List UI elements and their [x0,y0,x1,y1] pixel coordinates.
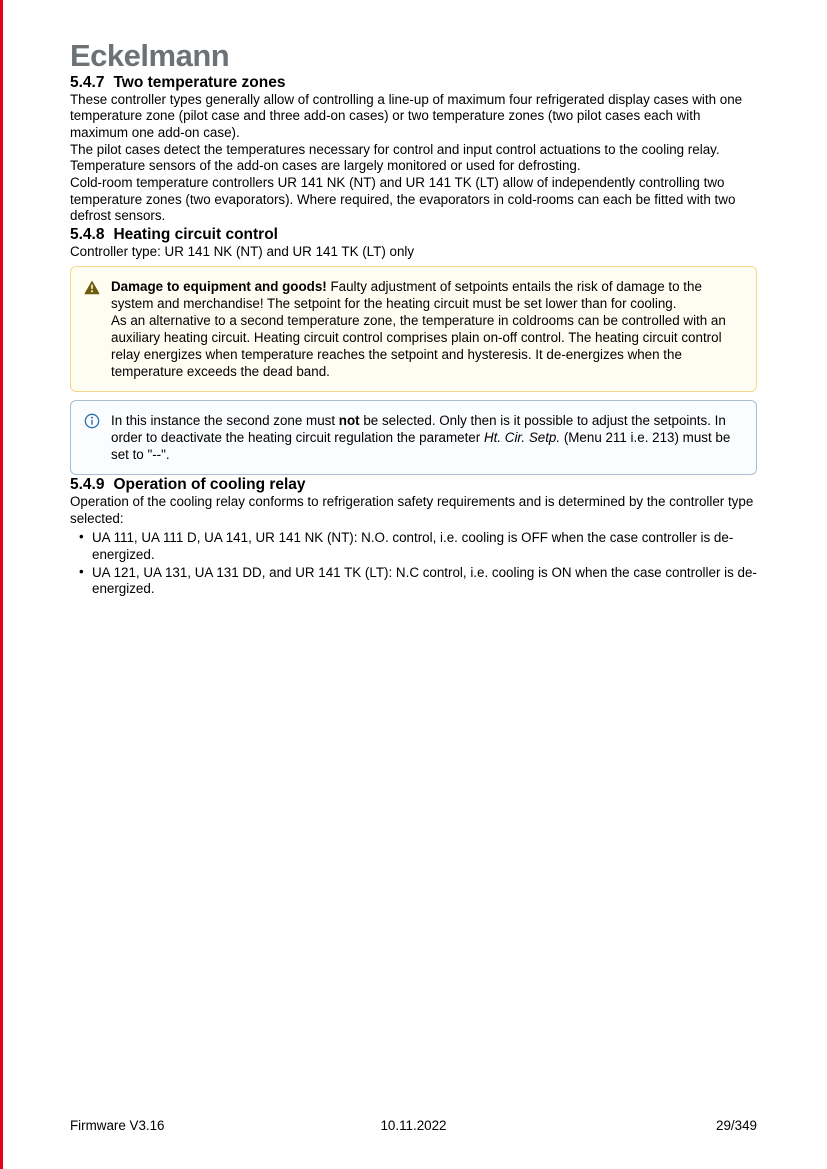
info-icon [84,412,101,463]
warning-box [70,266,757,392]
paragraph: These controller types generally allow of controlling a line-up of maximum four refrigerated display cases with one temperature zone (pilot case and three add-on cases) or two temperature zones (two pilot cases each with maximum one add-on case). [70,91,743,140]
info-paragraph: In this instance the second zone must not be selected. Only then is it possible to adjust the setpoints. In order to deactivate the heating circuit regulation the parameter Ht. Cir. Setp. (Menu 211 i.e. 213) must be set to "--". [111,412,731,462]
info-box [70,400,757,475]
paragraph: Operation of the cooling relay conforms to refrigeration safety requirements and is determined by the controller type selected: [70,493,754,526]
paragraph: Cold-room temperature controllers UR 141 NK (NT) and UR 141 TK (LT) allow of independently controlling two temperature zones (two evaporators). Where required, the evaporators in cold-rooms can each be fitted with two defrost sensors. [70,175,736,224]
warning-triangle-icon [84,278,101,380]
parameter-name: Ht. Cir. Setp. [483,429,561,445]
warning-text [111,278,743,380]
section-title: Heating circuit control [113,226,278,244]
list-item: • UA 121, UA 131, UA 131 DD, and UR 141 TK (LT): N.C control, i.e. cooling is ON when the case controller is de-energized. [70,565,757,598]
left-accent-bar [0,0,3,1169]
section-title: Two temperature zones [113,73,286,91]
section-two-temperature-zones [70,73,757,226]
page-footer [70,1118,757,1133]
paragraph: The pilot cases detect the temperatures necessary for control and input control actuations to the cooling relay. Temperature sensors of the add-on cases are largely monitored or used for defrosting. [70,141,720,174]
section-heading [70,475,757,494]
section-heading [70,73,757,92]
section-heating-circuit-control [70,225,757,475]
section-number: 5.4.9 [70,475,105,493]
warning-paragraph: Damage to equipment and goods! Faulty adjustment of setpoints entails the risk of damage to the system and merchandise! The setpoint for the heating circuit must be set lower than for cooling. [111,278,702,311]
list-item: • UA 111, UA 111 D, UA 141, UR 141 NK (NT): N.O. control, i.e. cooling is OFF when the case controller is de-energized. [70,530,757,563]
warning-paragraph: As an alternative to a second temperature zone, the temperature in coldrooms can be controlled with an auxiliary heating circuit. Heating circuit control comprises plain on-off control. The heating circuit control relay energizes when temperature reaches the setpoint and hysteresis. It de-energizes when the temperature exceeds the dead band. [111,312,726,379]
section-number: 5.4.8 [70,226,105,244]
section-heading [70,225,757,244]
footer-firmware-version: Firmware V3.16 [70,1118,165,1133]
eckelmann-logo: Eckelmann [70,38,230,73]
bullet-list [70,530,757,598]
section-operation-of-cooling-relay [70,475,757,598]
controller-type-note: Controller type: UR 141 NK (NT) and UR 141 TK (LT) only [70,244,415,260]
info-text [111,412,743,463]
footer-date: 10.11.2022 [380,1118,447,1133]
section-number: 5.4.7 [70,73,105,91]
footer-page-number: 29/349 [716,1118,757,1133]
section-title: Operation of cooling relay [113,475,306,493]
warning-title: Damage to equipment and goods! [111,278,327,294]
page-content [70,0,757,598]
